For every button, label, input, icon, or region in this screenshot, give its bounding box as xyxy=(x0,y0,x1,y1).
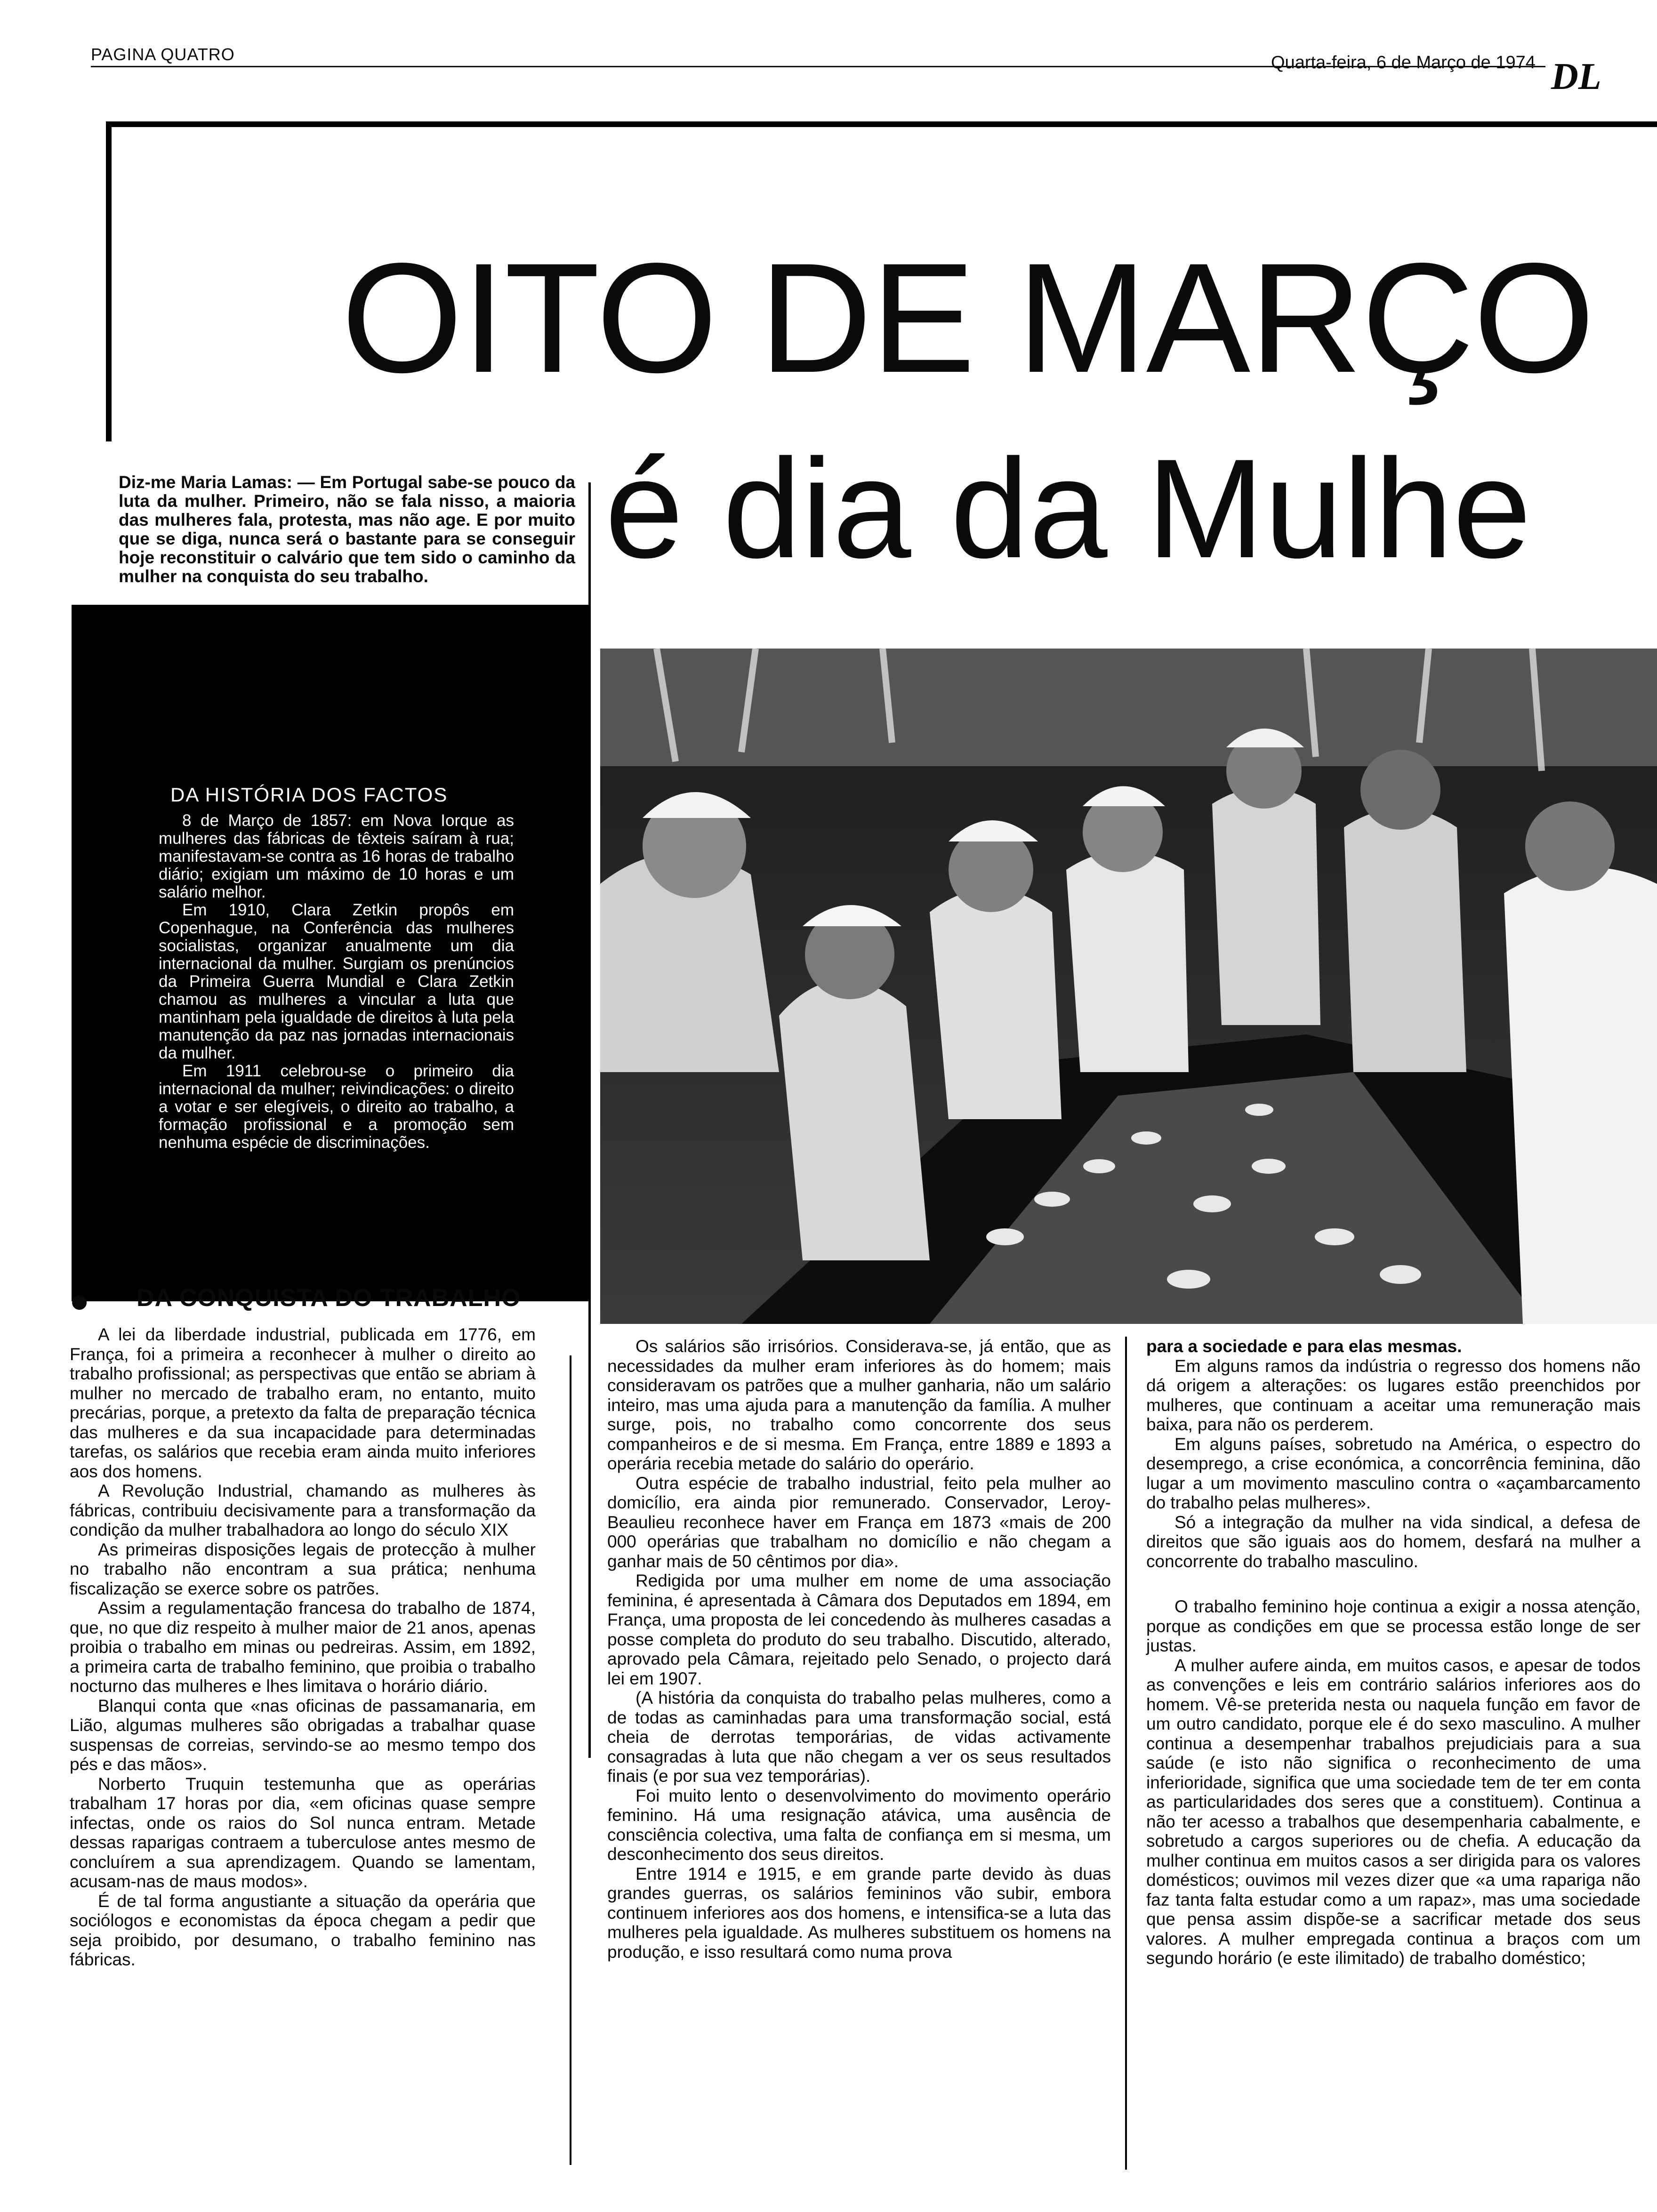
article-column-2 xyxy=(607,1337,1111,1962)
headline-line-1: OITO DE MARÇO xyxy=(341,231,1594,405)
article-paragraph: Em alguns países, sobretudo na América, o espectro do desemprego, a crise económica, a concorrência feminina, dão lugar a um movimento masculino contra o «açambarcamento do trabalho pelas mulheres». xyxy=(1146,1434,1641,1512)
article-paragraph: O trabalho feminino hoje continua a exigir a nossa atenção, porque as condições em que se processa estão longe de ser justas. xyxy=(1146,1597,1641,1655)
newspaper-logo: DL xyxy=(1551,56,1601,97)
article-column-3 xyxy=(1146,1337,1641,1968)
article-paragraph: É de tal forma angustiante a situação da operária que sociólogos e economistas da época chegam a pedir que seja proibido, por desumano, o trabalho feminino nas fábricas. xyxy=(70,1891,536,1969)
article-paragraph: Redigida por uma mulher em nome de uma associação feminina, é apresentada à Câmara dos Deputados em 1894, em França, uma proposta de lei concedendo às mulheres casadas a posse completa do produto do seu trabalho. Discutido, alterado, aprovado pela Câmara, rejeitado pelo Senado, o projecto dará lei em 1907. xyxy=(607,1571,1111,1688)
section-heading: DA CONQUISTA DO TRABALHO xyxy=(137,1284,521,1312)
page-label: PAGINA QUATRO xyxy=(91,45,235,64)
article-paragraph: Os salários são irrisórios. Considerava-se, já então, que as necessidades da mulher eram inferiores às do homem; mais consideravam os patrões que a mulher ganharia, não um salário inteiro, mas uma ajuda para a manutenção da família. A mulher surge, pois, no trabalho como concorrente dos seus companheiros e de si mesma. Em França, entre 1889 e 1893 a operária recebia metade do salário do operário. xyxy=(607,1337,1111,1473)
issue-date: Quarta-feira, 6 de Março de 1974 xyxy=(1271,53,1536,72)
sidebar-title: DA HISTÓRIA DOS FACTOS xyxy=(170,784,448,806)
sidebar-box xyxy=(72,605,589,1301)
article-paragraph: A mulher aufere ainda, em muitos casos, e apesar de todos as convenções e leis em contrário salários inferiores aos do homem. Vê-se preterida nesta ou naquela função em favor de um outro candidato, porque ele é do sexo masculino. A mulher continua a desempenhar trabalhos prejudiciais para a sua saúde (e isto não significa o reconhecimento de uma inferioridade, significa que uma sociedade tem de ter em conta as particularidades dos seres que a constituem). Continua a não ter acesso a trabalhos que desempenharia cabalmente, e sobretudo a cargos superiores ou de chefia. A educação da mulher continua em muitos casos a ser dirigida para os valores domésticos; ouvimos mil vezes dizer que «a uma rapariga não faz tanta falta estudar como a um rapaz», mas uma sociedade que pensa assim dispõe-se a sacrificar metade dos seus valores. A mulher empregada continua a braços com um segundo horário (e este ilimitado) de trabalho doméstico; xyxy=(1146,1655,1641,1968)
article-column-1 xyxy=(70,1325,536,1970)
photo-illustration xyxy=(600,649,1657,1324)
article-paragraph: Norberto Truquin testemunha que as operárias trabalham 17 horas por dia, «em oficinas quase sempre infectas, onde os raios do Sol nunca entram. Metade dessas raparigas contraem a tuberculose antes mesmo de concluírem a sua aprendizagem. Quando se lamentam, acusam-nas de maus modos». xyxy=(70,1774,536,1891)
article-paragraph: (A história da conquista do trabalho pelas mulheres, como a de todas as caminhadas para uma transformação social, está cheia de derrotas temporárias, de vidas activamente consagradas à luta que não chegam a ver os seus resultados finais (e por sua vez temporárias). xyxy=(607,1688,1111,1786)
frame-top-rule xyxy=(106,121,1657,127)
paragraph-gap xyxy=(1146,1571,1641,1597)
headline-line-2: é dia da Mulhe xyxy=(605,429,1532,587)
article-paragraph: para a sociedade e para elas mesmas. xyxy=(1146,1337,1462,1356)
column-divider-1 xyxy=(570,1355,571,2165)
sidebar-body xyxy=(159,812,514,1152)
article-paragraph: Entre 1914 e 1915, e em grande parte devido às duas grandes guerras, os salários femininos vão subir, embora continuem inferiores aos dos homens, e intensifica-se a luta das mulheres pela igualdade. As mulheres substituem os homens na produção, e isso resultará como numa prova xyxy=(607,1864,1111,1962)
article-paragraph: Só a integração da mulher na vida sindical, a defesa de direitos que são iguais aos do homem, desfará na mulher a concorrente do trabalho masculino. xyxy=(1146,1512,1641,1571)
article-paragraph: Em alguns ramos da indústria o regresso dos homens não dá origem a alterações: os lugares estão preenchidos por mulheres, que continuam a aceitar uma remuneração mais baixa, para não os perderem. xyxy=(1146,1356,1641,1434)
article-paragraph: Assim a regulamentação francesa do trabalho de 1874, que, no que diz respeito à mulher maior de 21 anos, apenas proibia o trabalho em minas ou pedreiras. Assim, em 1892, a primeira carta de trabalho feminino, que proibia o trabalho nocturno das mulheres e lhes limitava o horário diário. xyxy=(70,1598,536,1696)
article-paragraph: A lei da liberdade industrial, publicada em 1776, em França, foi a primeira a reconhecer à mulher o direito ao trabalho profissional; as perspectivas que então se abriam à mulher no mercado de trabalho eram, no entanto, muito precárias, porque, a pretexto da falta de preparação técnica das mulheres e da sua incapacidade para determinadas tarefas, os salários que recebia eram ainda muito inferiores aos dos homens. xyxy=(70,1325,536,1481)
article-paragraph: Foi muito lento o desenvolvimento do movimento operário feminino. Há uma resignação atávica, uma ausência de consciência colectiva, uma falta de confiança em si mesma, um desconhecimento dos seus direitos. xyxy=(607,1786,1111,1864)
frame-left-rule xyxy=(106,121,112,441)
article-paragraph: As primeiras disposições legais de protecção à mulher no trabalho não encontram a sua prática; nenhuma fiscalização se exerce sobre os patrões. xyxy=(70,1539,536,1598)
article-paragraph: Blanqui conta que «nas oficinas de passamanaria, em Lião, algumas mulheres são obrigadas a trabalhar quase suspensas de correias, servindo-se ao mesmo tempo dos pés e das mãos». xyxy=(70,1696,536,1774)
header-rule xyxy=(91,66,1545,67)
sidebar-paragraph: 8 de Março de 1857: em Nova Iorque as mulheres das fábricas de têxteis saíram à rua; manifestavam-se contra as 16 horas de trabalho diário; exigiam um máximo de 10 horas e um salário melhor. xyxy=(159,811,514,901)
intro-quote: Diz-me Maria Lamas: — Em Portugal sabe-se pouco da luta da mulher. Primeiro, não se fala nisso, a maioria das mulheres fala, protesta, mas não age. E por muito que se diga, nunca será o bastante para se conseguir hoje reconstituir o calvário que tem sido o caminho da mulher na conquista do seu trabalho. xyxy=(119,473,575,586)
sidebar-paragraph: Em 1910, Clara Zetkin propôs em Copenhague, na Conferência das mulheres socialistas, organizar anualmente um dia internacional da mulher. Surgiam os prenúncios da Primeira Guerra Mundial e Clara Zetkin chamou as mulheres a vincular a luta que mantinham pela igualdade de direitos à luta pela manutenção da paz nas jornadas internacionais da mulher. xyxy=(159,901,514,1062)
column-divider-2 xyxy=(1125,1337,1127,2170)
article-paragraph: A Revolução Industrial, chamando as mulheres às fábricas, contribuiu decisivamente para a transformação da condição da mulher trabalhadora ao longo do século XIX xyxy=(70,1481,536,1539)
factory-workers-photo xyxy=(600,649,1657,1324)
bullet-icon: ● xyxy=(69,1282,90,1320)
article-paragraph: Outra espécie de trabalho industrial, feito pela mulher ao domicílio, era ainda pior remunerado. Conservador, Leroy-Beaulieu reconhece haver em França em 1873 «mais de 200 000 operárias que trabalham no domicílio e não chegam a ganhar mais de 50 cêntimos por dia». xyxy=(607,1473,1111,1571)
sidebar-paragraph: Em 1911 celebrou-se o primeiro dia internacional da mulher; reivindicações: o direito a votar e ser elegíveis, o direito ao trabalho, a formação profissional e a promoção sem nenhuma espécie de discriminações. xyxy=(159,1062,514,1152)
